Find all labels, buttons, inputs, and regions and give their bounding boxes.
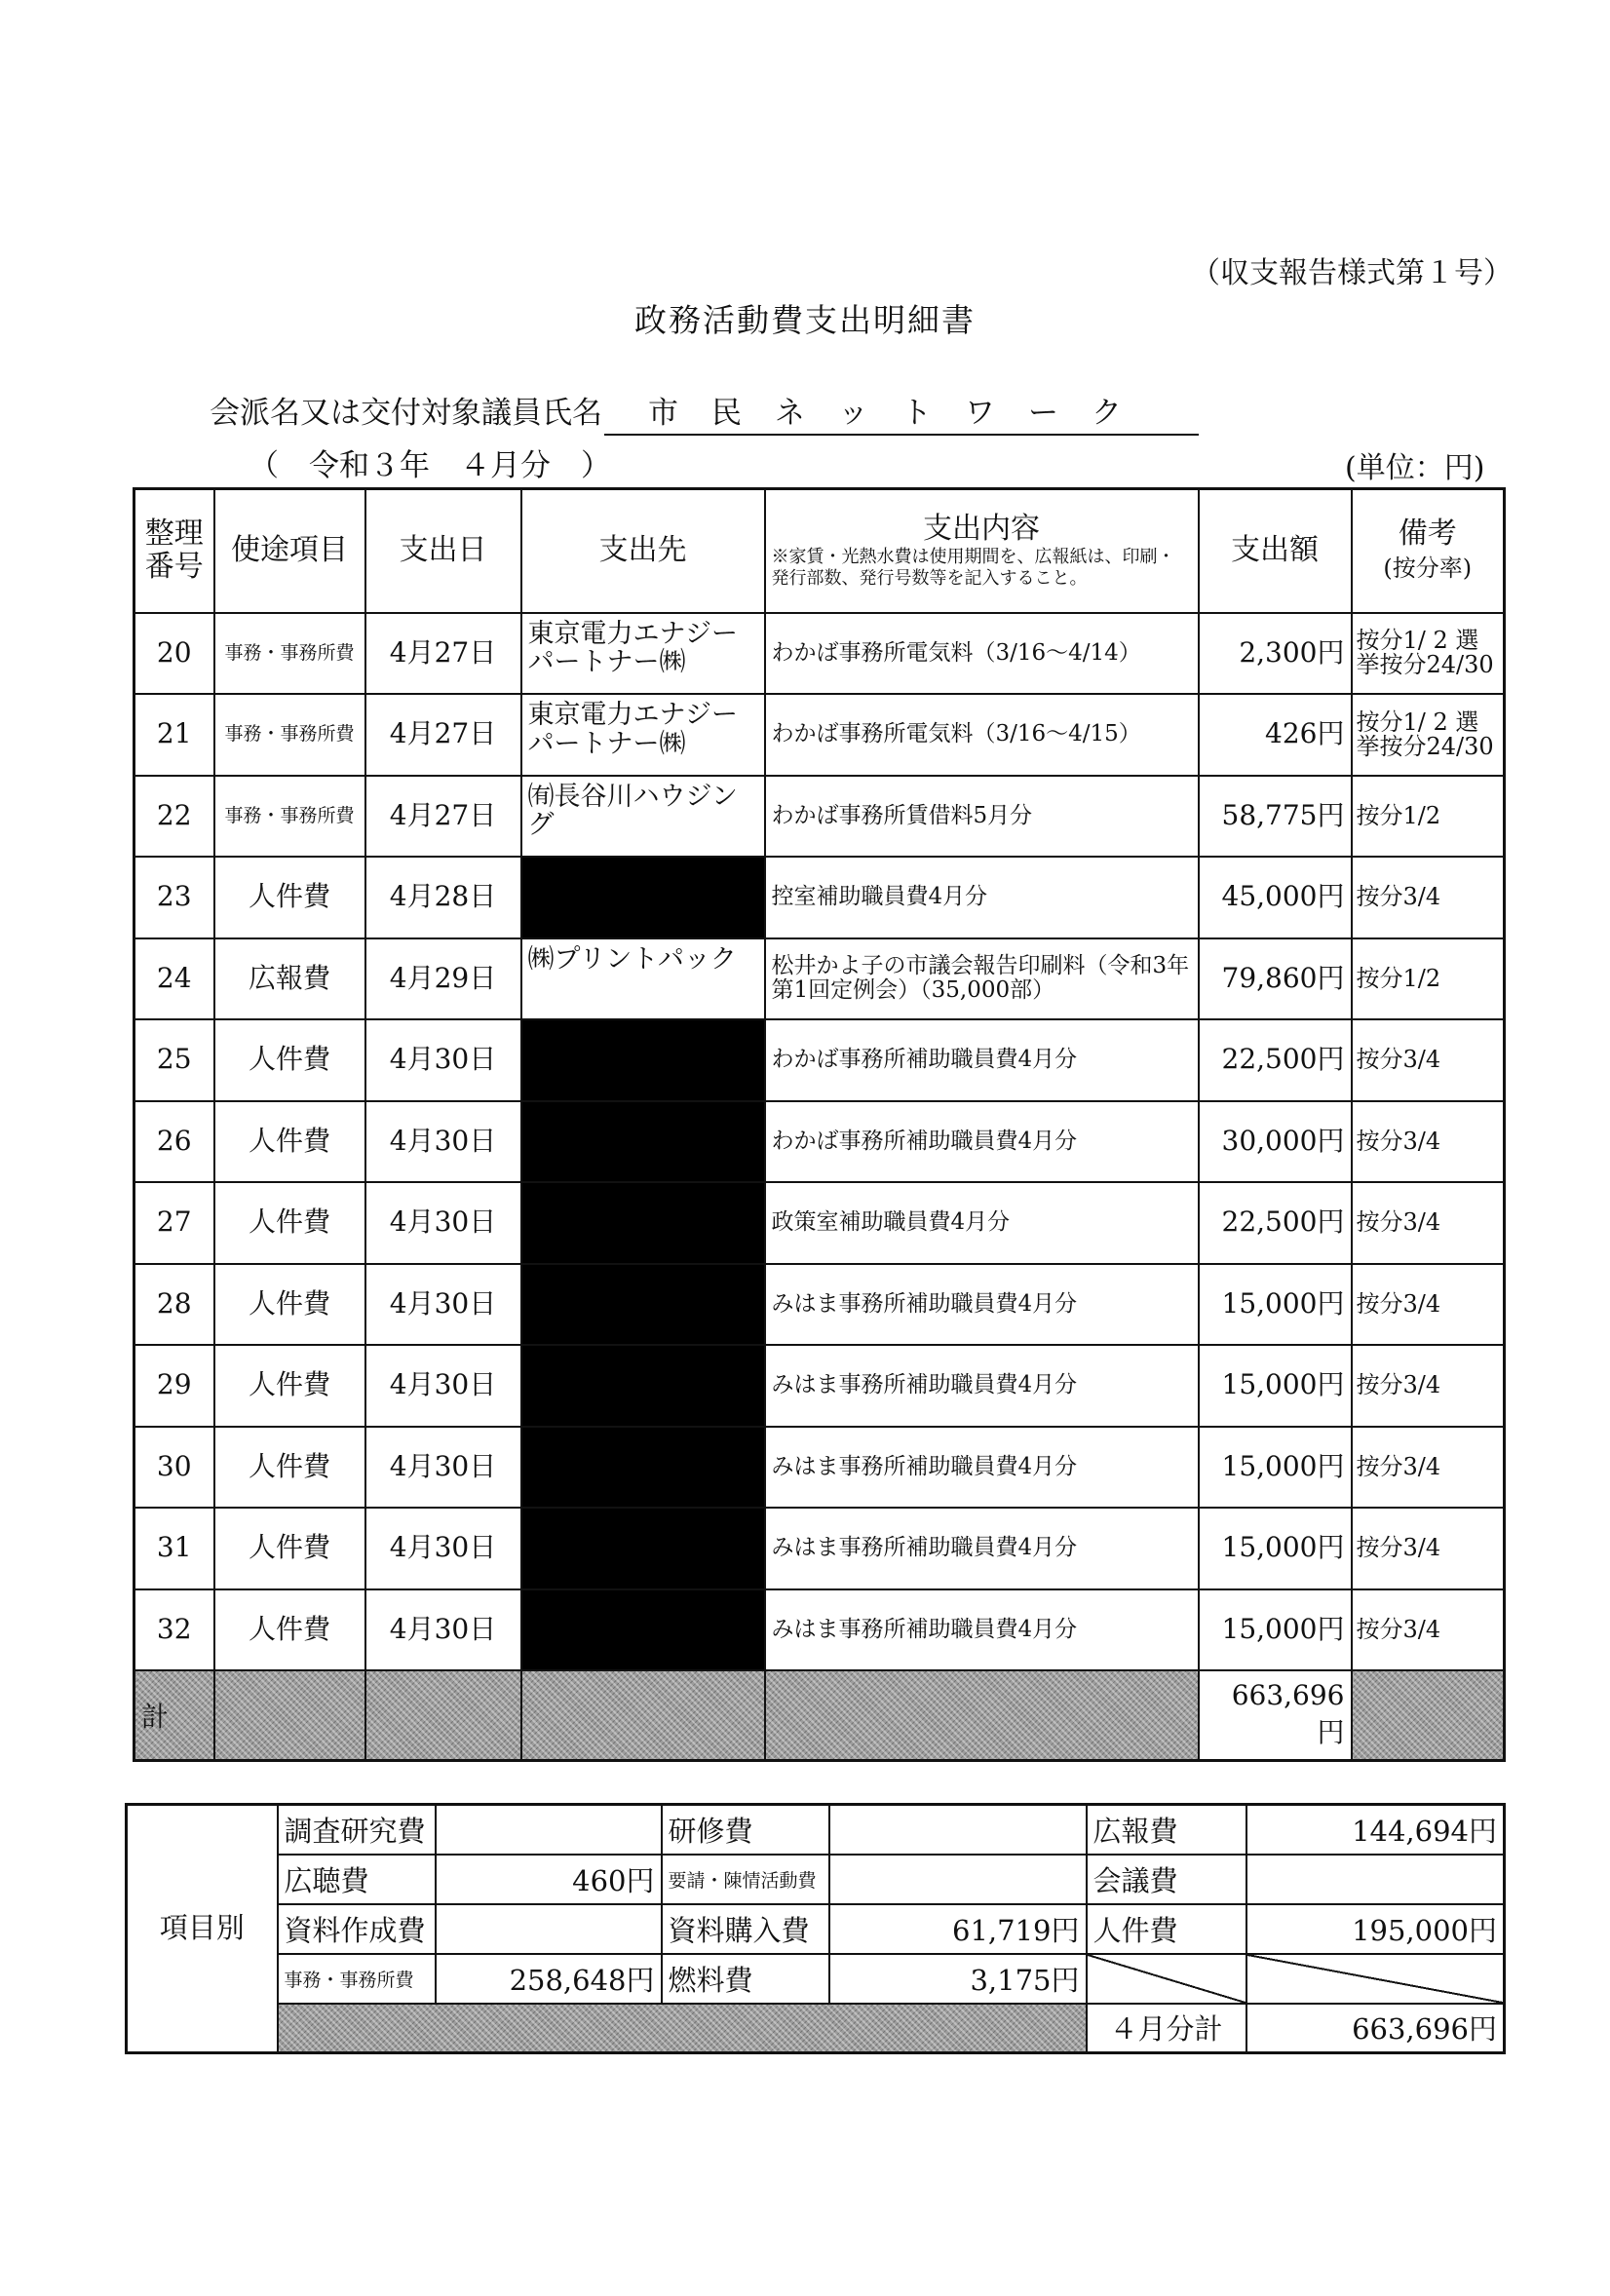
row-date: 4月30日: [365, 1345, 521, 1427]
summary-item-value: [436, 1904, 662, 1954]
row-payee-redacted: [521, 1101, 765, 1183]
row-number: 21: [134, 694, 214, 776]
total-filler: [365, 1670, 521, 1760]
row-content: わかば事務所補助職員費4月分: [765, 1101, 1199, 1183]
header-note-sub: (按分率): [1383, 555, 1473, 583]
row-date: 4月30日: [365, 1019, 521, 1101]
summary-row: [127, 1855, 1505, 1904]
form-number: （収支報告様式第１号）: [1191, 256, 1513, 290]
summary-row: [127, 1954, 1505, 2004]
row-content: みはま事務所補助職員費4月分: [765, 1508, 1199, 1589]
header-note: [1352, 489, 1505, 613]
summary-item-label: 広報費: [1087, 1805, 1246, 1855]
total-row: [134, 1670, 1505, 1760]
row-category: 人件費: [214, 1345, 365, 1427]
group-name-label: 会派名又は交付対象議員氏名: [210, 396, 602, 431]
summary-item-value: 195,000円: [1246, 1904, 1505, 1954]
table-row: [134, 694, 1505, 776]
summary-item-label: 研修費: [662, 1805, 829, 1855]
header-content: [765, 489, 1199, 613]
row-category: 人件費: [214, 1182, 365, 1264]
group-name-value: 市民ネットワーク: [604, 388, 1199, 436]
row-number: 30: [134, 1427, 214, 1509]
summary-item-value: [436, 1805, 662, 1855]
row-category: 人件費: [214, 1427, 365, 1509]
table-row: [134, 1427, 1505, 1509]
summary-item-value: 460円: [436, 1855, 662, 1904]
table-row: [134, 1182, 1505, 1264]
summary-item-label: 資料購入費: [662, 1904, 829, 1954]
row-note: 按分1/ 2 選挙按分24/30: [1352, 694, 1505, 776]
report-period: （ 令和３年 ４月分 ）: [249, 448, 611, 483]
row-payee: ㈱プリントパック: [521, 938, 765, 1020]
row-number: 28: [134, 1264, 214, 1346]
summary-item-label: 人件費: [1087, 1904, 1246, 1954]
row-content: 控室補助職員費4月分: [765, 857, 1199, 938]
row-payee-redacted: [521, 1182, 765, 1264]
row-payee-redacted: [521, 1264, 765, 1346]
row-date: 4月27日: [365, 613, 521, 695]
total-label: 計: [134, 1670, 214, 1760]
summary-item-value: 144,694円: [1246, 1805, 1505, 1855]
table-row: [134, 776, 1505, 858]
summary-item-value: 258,648円: [436, 1954, 662, 2004]
header-note-main: 備考: [1398, 516, 1457, 551]
table-row: [134, 1264, 1505, 1346]
total-amount: 663,696円: [1199, 1670, 1352, 1760]
row-category: 人件費: [214, 1264, 365, 1346]
row-payee-redacted: [521, 1345, 765, 1427]
row-content: わかば事務所電気料（3/16〜4/15）: [765, 694, 1199, 776]
table-row: [134, 1345, 1505, 1427]
row-amount: 15,000円: [1199, 1264, 1352, 1346]
summary-item-label: 要請・陳情活動費: [662, 1855, 829, 1904]
row-amount: 30,000円: [1199, 1101, 1352, 1183]
unit-label: (単位：円): [1345, 451, 1485, 485]
summary-item-value: [829, 1855, 1087, 1904]
table-row: [134, 1508, 1505, 1589]
row-category: 事務・事務所費: [214, 613, 365, 695]
row-amount: 426円: [1199, 694, 1352, 776]
header-no: 整理番号: [134, 489, 214, 613]
row-content: 政策室補助職員費4月分: [765, 1182, 1199, 1264]
summary-item-value: [829, 1805, 1087, 1855]
row-amount: 22,500円: [1199, 1019, 1352, 1101]
row-number: 31: [134, 1508, 214, 1589]
summary-total-row: [127, 2004, 1505, 2053]
row-amount: 15,000円: [1199, 1345, 1352, 1427]
summary-row: [127, 1805, 1505, 1855]
summary-item-label: 広聴費: [278, 1855, 436, 1904]
table-row: [134, 1019, 1505, 1101]
row-note: 按分3/4: [1352, 1427, 1505, 1509]
table-row: [134, 1589, 1505, 1671]
header-content-main: 支出内容: [923, 512, 1040, 547]
table-row: [134, 938, 1505, 1020]
row-note: 按分3/4: [1352, 1508, 1505, 1589]
row-amount: 15,000円: [1199, 1589, 1352, 1671]
row-amount: 79,860円: [1199, 938, 1352, 1020]
header-date: 支出日: [365, 489, 521, 613]
header-content-sub: ※家賃・光熱水費は使用期間を、広報紙は、印刷・発行部数、発行号数等を記入すること。: [771, 546, 1175, 589]
row-content: わかば事務所賃借料5月分: [765, 776, 1199, 858]
total-filler: [765, 1670, 1199, 1760]
row-date: 4月30日: [365, 1508, 521, 1589]
row-note: 按分1/ 2 選挙按分24/30: [1352, 613, 1505, 695]
row-note: 按分3/4: [1352, 1182, 1505, 1264]
row-number: 23: [134, 857, 214, 938]
row-number: 26: [134, 1101, 214, 1183]
total-filler: [521, 1670, 765, 1760]
row-amount: 22,500円: [1199, 1182, 1352, 1264]
total-filler: [214, 1670, 365, 1760]
row-date: 4月27日: [365, 776, 521, 858]
row-content: みはま事務所補助職員費4月分: [765, 1264, 1199, 1346]
summary-item-value: 3,175円: [829, 1954, 1087, 2004]
row-date: 4月29日: [365, 938, 521, 1020]
row-number: 29: [134, 1345, 214, 1427]
row-category: 広報費: [214, 938, 365, 1020]
table-header-row: [134, 489, 1505, 613]
row-number: 25: [134, 1019, 214, 1101]
row-note: 按分3/4: [1352, 1101, 1505, 1183]
row-note: 按分1/2: [1352, 776, 1505, 858]
table-row: [134, 613, 1505, 695]
row-date: 4月28日: [365, 857, 521, 938]
row-note: 按分3/4: [1352, 1589, 1505, 1671]
row-category: 人件費: [214, 1101, 365, 1183]
row-note: 按分3/4: [1352, 857, 1505, 938]
row-amount: 2,300円: [1199, 613, 1352, 695]
summary-item-label: 事務・事務所費: [278, 1954, 436, 2004]
row-number: 22: [134, 776, 214, 858]
month-total-value: 663,696円: [1246, 2004, 1505, 2053]
row-content: わかば事務所電気料（3/16〜4/14）: [765, 613, 1199, 695]
row-note: 按分3/4: [1352, 1264, 1505, 1346]
row-payee-redacted: [521, 1427, 765, 1509]
row-date: 4月30日: [365, 1264, 521, 1346]
row-category: 人件費: [214, 1508, 365, 1589]
row-payee: 東京電力エナジーパートナー㈱: [521, 694, 765, 776]
expense-detail-table: [133, 487, 1506, 1762]
category-summary-table: [125, 1803, 1506, 2054]
row-note: 按分1/2: [1352, 938, 1505, 1020]
summary-item-label: 燃料費: [662, 1954, 829, 2004]
document-title: 政務活動費支出明細書: [634, 301, 976, 339]
row-content: 松井かよ子の市議会報告印刷料（令和3年第1回定例会）（35,000部）: [765, 938, 1199, 1020]
row-category: 事務・事務所費: [214, 694, 365, 776]
summary-item-label: 資料作成費: [278, 1904, 436, 1954]
row-amount: 15,000円: [1199, 1427, 1352, 1509]
header-category: 使途項目: [214, 489, 365, 613]
summary-empty-diagonal: [1246, 1954, 1505, 2004]
header-payee: 支出先: [521, 489, 765, 613]
row-note: 按分3/4: [1352, 1019, 1505, 1101]
summary-item-label: 調査研究費: [278, 1805, 436, 1855]
row-date: 4月30日: [365, 1101, 521, 1183]
row-payee-redacted: [521, 1508, 765, 1589]
row-note: 按分3/4: [1352, 1345, 1505, 1427]
row-date: 4月27日: [365, 694, 521, 776]
row-content: みはま事務所補助職員費4月分: [765, 1589, 1199, 1671]
row-payee: ㈲長谷川ハウジング: [521, 776, 765, 858]
summary-item-value: 61,719円: [829, 1904, 1087, 1954]
row-date: 4月30日: [365, 1182, 521, 1264]
summary-side-label: 項目別: [127, 1805, 278, 2053]
row-date: 4月30日: [365, 1589, 521, 1671]
summary-total-filler: [278, 2004, 1087, 2053]
row-category: 人件費: [214, 1019, 365, 1101]
total-filler: [1352, 1670, 1505, 1760]
table-row: [134, 857, 1505, 938]
summary-row: [127, 1904, 1505, 1954]
row-payee-redacted: [521, 857, 765, 938]
row-category: 人件費: [214, 857, 365, 938]
header-amount: 支出額: [1199, 489, 1352, 613]
month-total-label: ４月分計: [1087, 2004, 1246, 2053]
summary-empty-diagonal: [1087, 1954, 1246, 2004]
row-payee: 東京電力エナジーパートナー㈱: [521, 613, 765, 695]
row-category: 人件費: [214, 1589, 365, 1671]
row-category: 事務・事務所費: [214, 776, 365, 858]
row-amount: 15,000円: [1199, 1508, 1352, 1589]
row-amount: 58,775円: [1199, 776, 1352, 858]
summary-item-value: [1246, 1855, 1505, 1904]
row-date: 4月30日: [365, 1427, 521, 1509]
row-number: 24: [134, 938, 214, 1020]
row-amount: 45,000円: [1199, 857, 1352, 938]
summary-item-label: 会議費: [1087, 1855, 1246, 1904]
row-payee-redacted: [521, 1589, 765, 1671]
row-number: 27: [134, 1182, 214, 1264]
row-content: みはま事務所補助職員費4月分: [765, 1345, 1199, 1427]
row-payee-redacted: [521, 1019, 765, 1101]
table-row: [134, 1101, 1505, 1183]
row-content: みはま事務所補助職員費4月分: [765, 1427, 1199, 1509]
row-number: 32: [134, 1589, 214, 1671]
row-content: わかば事務所補助職員費4月分: [765, 1019, 1199, 1101]
row-number: 20: [134, 613, 214, 695]
